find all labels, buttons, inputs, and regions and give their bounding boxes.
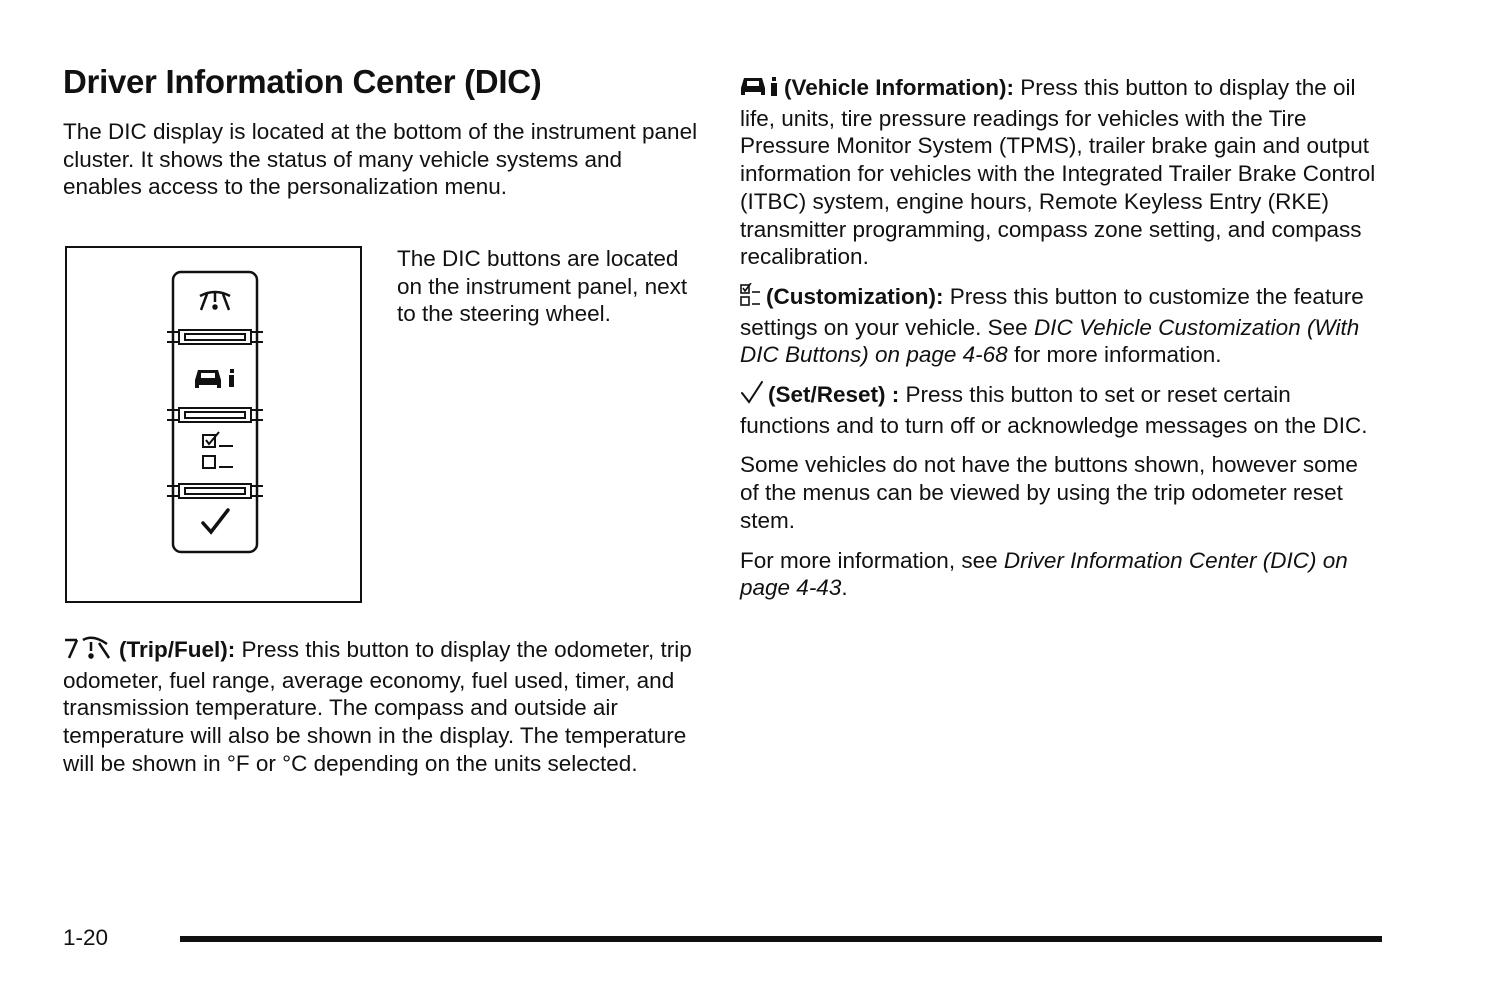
customization-text-after: for more information. — [1013, 342, 1222, 368]
trip-fuel-paragraph — [63, 636, 703, 778]
customization-term: (Customization): — [766, 283, 944, 309]
intro-paragraph: The DIC display is located at the bottom of the instrument panel cluster. It shows the status of many vehicle systems and enables access to the personalization menu. — [63, 119, 698, 200]
right-column — [740, 74, 1380, 614]
customization-text: Press this button to customize the feature settings on your vehicle. See — [740, 283, 1364, 340]
more-info-text: For more information, see — [740, 547, 998, 573]
vehicle-info-term: (Vehicle Information): — [784, 75, 1015, 100]
note-paragraph: Some vehicles do not have the buttons shown, however some of the menus can be viewed by using the trip odometer reset stem. — [740, 452, 1358, 533]
trip-fuel-text: Press this button to display the odometer, trip odometer, fuel range, average economy, fuel used, timer, and transmission temperature. The compass and outside air temperature will also be shown in the display. The temperature will be shown in °F or °C depending on the units selected. — [63, 637, 692, 776]
figure-caption: The DIC buttons are located on the instrument panel, next to the steering wheel. — [397, 246, 688, 327]
vehicle-info-text: Press this button to display the oil life, units, tire pressure readings for vehicles with the Tire Pressure Monitor System (TPMS), trailer brake gain and output information for vehicles with the Integrated Trailer Brake Control (ITBC) system, engine hours, Remote Keyless Entry (RKE) transmitter programming, compass zone setting, and compass recalibration. — [740, 75, 1376, 270]
dic-buttons-figure — [65, 246, 362, 603]
page-title: Driver Information Center (DIC) — [63, 63, 542, 100]
set-reset-paragraph — [740, 381, 1380, 439]
set-reset-text: Press this button to set or reset certain functions and to turn off or acknowledge messages on the DIC. — [740, 382, 1368, 438]
customization-reference-link[interactable]: DIC Vehicle Customization (With DIC Buttons) on page 4-68 — [740, 314, 1360, 368]
more-info-text-after: . — [841, 575, 848, 601]
set-reset-icon — [740, 381, 764, 412]
page-number: 1-20 — [63, 925, 109, 950]
customization-paragraph — [740, 283, 1380, 369]
more-info-paragraph — [740, 547, 1380, 602]
more-info-reference-link[interactable]: Driver Information Center (DIC) on page 4-43 — [740, 547, 1348, 601]
vehicle-info-paragraph — [740, 74, 1380, 271]
set-reset-term: (Set/Reset) : — [768, 382, 900, 408]
vehicle-info-icon — [740, 76, 780, 105]
trip-fuel-icon — [63, 636, 113, 667]
trip-fuel-term: (Trip/Fuel): — [119, 637, 236, 662]
dic-buttons-illustration — [67, 248, 360, 601]
customization-icon — [740, 283, 762, 314]
footer-rule — [180, 936, 1382, 942]
